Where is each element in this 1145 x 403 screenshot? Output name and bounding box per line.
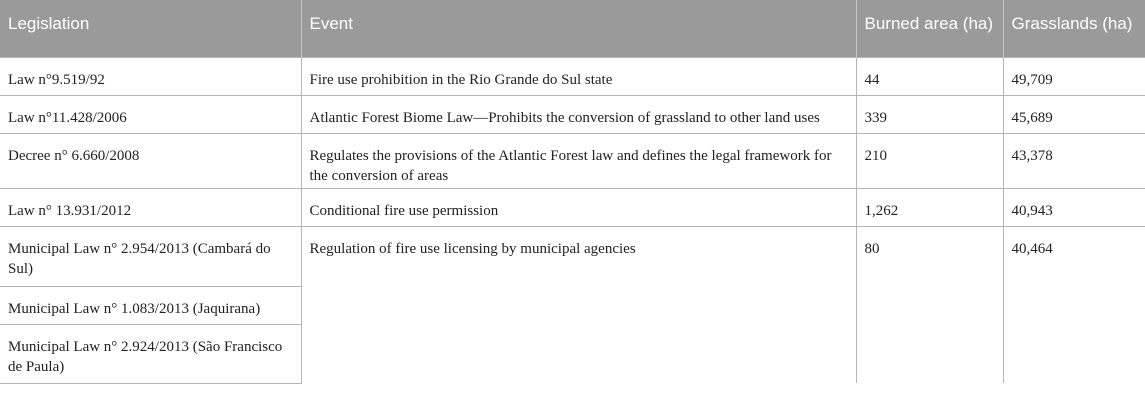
cell-grasslands: 43,378	[1003, 133, 1145, 188]
cell-legislation: Law n°11.428/2006	[0, 95, 301, 133]
header-grasslands: Grasslands (ha)	[1003, 0, 1145, 57]
cell-burned-area: 80	[856, 226, 1003, 383]
cell-legislation: Law n° 13.931/2012	[0, 188, 301, 226]
table-row	[0, 188, 1145, 226]
cell-event: Regulates the provisions of the Atlantic Forest law and defines the legal framework for the conversion of areas	[301, 133, 856, 188]
table-row	[0, 57, 1145, 95]
cell-grasslands: 40,943	[1003, 188, 1145, 226]
cell-event: Conditional fire use permission	[301, 188, 856, 226]
cell-legislation: Municipal Law n° 2.954/2013 (Cambará do Sul)	[0, 226, 301, 286]
table-body	[0, 57, 1145, 383]
cell-event: Fire use prohibition in the Rio Grande do Sul state	[301, 57, 856, 95]
cell-grasslands: 49,709	[1003, 57, 1145, 95]
cell-legislation: Municipal Law n° 1.083/2013 (Jaquirana)	[0, 286, 301, 324]
cell-legislation: Municipal Law n° 2.924/2013 (São Francisco de Paula)	[0, 324, 301, 383]
table-row	[0, 95, 1145, 133]
table-row	[0, 133, 1145, 188]
header-legislation: Legislation	[0, 0, 301, 57]
cell-grasslands: 45,689	[1003, 95, 1145, 133]
header-burned-area: Burned area (ha)	[856, 0, 1003, 57]
header-row	[0, 0, 1145, 57]
cell-burned-area: 210	[856, 133, 1003, 188]
cell-burned-area: 339	[856, 95, 1003, 133]
cell-event: Atlantic Forest Biome Law—Prohibits the conversion of grassland to other land uses	[301, 95, 856, 133]
cell-legislation: Decree n° 6.660/2008	[0, 133, 301, 188]
table-header	[0, 0, 1145, 57]
header-event: Event	[301, 0, 856, 57]
cell-event: Regulation of fire use licensing by municipal agencies	[301, 226, 856, 383]
cell-burned-area: 44	[856, 57, 1003, 95]
cell-burned-area: 1,262	[856, 188, 1003, 226]
cell-grasslands: 40,464	[1003, 226, 1145, 383]
cell-legislation: Law n°9.519/92	[0, 57, 301, 95]
table-row	[0, 226, 1145, 286]
